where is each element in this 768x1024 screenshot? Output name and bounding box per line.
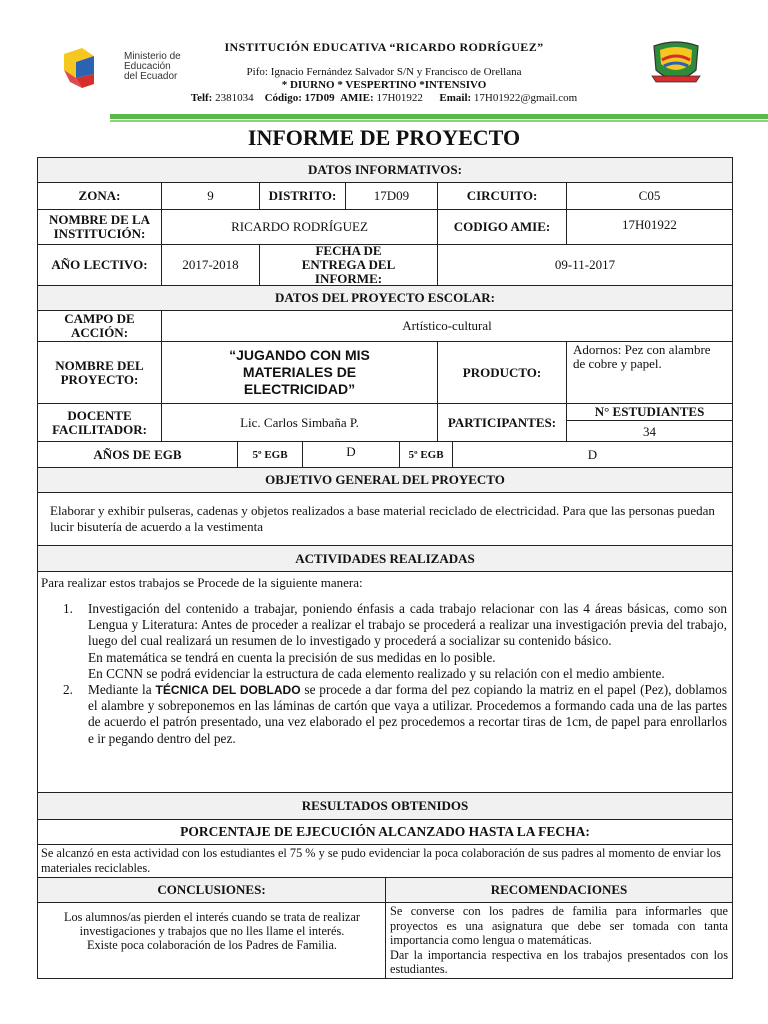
docente-label: DOCENTE FACILITADOR: [38,404,162,441]
report-table [37,157,733,979]
circuito-value: C05 [638,188,661,203]
row-campo-accion [38,311,732,342]
page-title: INFORME DE PROYECTO [247,125,521,150]
codigo-amie-value: 17H01922 [622,217,677,232]
row-zona [38,183,732,210]
egb2-value: 5º EGB [400,442,453,467]
row-institucion [38,210,732,245]
estudiantes-value: 34 [643,423,656,439]
fecha-entrega-value: 09-11-2017 [554,257,616,272]
institucion-label: NOMBRE DE LA INSTITUCIÓN: [38,210,162,244]
nombre-proyecto-value: “JUGANDO CON MIS MATERIALES DE ELECTRICIDAD” [162,342,438,403]
producto-value: Adornos: Pez con alambre de cobre y papel. [573,342,711,371]
header-divider [110,114,768,119]
zona-value: 9 [162,183,260,209]
section-actividades [38,546,732,572]
school-address: Pifo: Ignacio Fernández Salvador S/N y Francisco de Orellana [246,66,522,78]
list-item: 2. Mediante la TÉCNICA DEL DOBLADO se procede a dar forma del pez copiando la matriz en el papel (Pez), doblamos el alambre y sobreponemos en las láminas de cartón que vaya a utilizar. Procedemos a formando cada una de las partes de acuerdo el patrón presentado, una vez elaborado el pez procedemos a recortar tiras de 1cm, de papel para enrollarlos e ir pegando dentro del pez. [63,682,728,746]
header-divider-thin [110,120,768,122]
row-porcentaje-text [38,845,732,878]
school-schedule: * DIURNO * VESPERTINO *INTENSIVO [281,79,487,91]
participantes-cell [567,404,732,441]
section-datos-proyecto [38,286,732,311]
recomendaciones-heading: RECOMENDACIONES [386,878,732,902]
section-heading: DATOS INFORMATIVOS: [308,162,462,177]
row-conclusiones-text [38,903,732,979]
actividades-intro: Para realizar estos trabajos se Procede de la siguiente manera: [41,575,363,590]
paralelo1-value: D [303,442,400,467]
section-heading: OBJETIVO GENERAL DEL PROYECTO [265,472,505,487]
anio-lectivo-value: 2017-2018 [162,245,260,285]
campo-accion-value: Artístico-cultural [402,318,492,333]
objetivo-text: Elaborar y exhibir pulseras, cadenas y objetos realizados a base material reciclado de electricidad. Para que las personas puedan lucir bisutería de acuerdo a la vestimenta [50,503,715,534]
section-heading: ACTIVIDADES REALIZADAS [295,550,475,566]
zona-label: ZONA: [38,183,162,209]
codigo-amie-label: CODIGO AMIE: [438,210,567,244]
distrito-value: 17D09 [346,183,438,209]
nombre-proyecto-label: NOMBRE DEL PROYECTO: [38,342,162,403]
circuito-label: CIRCUITO: [438,183,567,209]
conclusiones-cell [38,903,386,979]
producto-label: PRODUCTO: [438,342,567,403]
section-objetivo [38,468,732,493]
campo-accion-label: CAMPO DE ACCIÓN: [38,311,162,341]
paralelo2-value: D [587,446,598,462]
row-egb [38,442,732,468]
row-nombre-proyecto [38,342,732,404]
recomendaciones-cell [386,903,732,979]
list-item: 1. Investigación del contenido a trabajar, poniendo énfasis a cada trabajo relacionar con las 4 áreas básicas, como son Lengua y Literatura: Antes de proceder a realizar el trabajo se procederá a realizar una investigación previa del trabajo, luego del cual realizará un resumen de lo investigado y procederá a socializar su contenido básico. En matemática se tendrá en cuenta la precisión de sus medidas en lo posible. En CCNN se podrá evidenciar la estructura de cada elemento realizado y su relación con el medio ambiente. [63,601,727,681]
section-heading: RESULTADOS OBTENIDOS [301,798,469,813]
recomendaciones-text: Se converse con los padres de familia para informarles que proyectos es una asignatura que debe ser tomada con tanta importancia como lengua o matemáticas. Dar la importancia respectiva en los trabajos presentados con los estudiantes. [390,904,728,976]
ministry-logo-text: Ministerio de Educación del Ecuador [124,51,181,82]
school-crest-icon [650,40,702,88]
egb-label: AÑOS DE EGB [38,442,238,467]
porcentaje-text: Se alcanzó en esta actividad con los estudiantes el 75 % y se pudo evidenciar la poca colaboración de sus padres al momento de enviar los materiales reciclables. [41,846,721,875]
egb1-value: 5º EGB [238,442,303,467]
conclusiones-heading: CONCLUSIONES: [38,878,386,902]
row-objetivo-text [38,493,732,546]
row-actividades-text [38,572,732,793]
distrito-label: DISTRITO: [260,183,346,209]
row-conclusiones-heading [38,878,732,903]
participantes-label: PARTICIPANTES: [438,404,567,441]
school-contact: Telf: 2381034 Código: 17D09 AMIE: 17H01922 Email: 17H01922@gmail.com [190,92,578,104]
section-datos-informativos [38,158,732,183]
estudiantes-label: N° ESTUDIANTES [567,404,732,421]
docente-value: Lic. Carlos Simbaña P. [162,404,438,441]
fecha-entrega-label: FECHA DE ENTREGA DEL INFORME: [260,245,438,285]
section-resultados [38,793,732,820]
section-heading: DATOS DEL PROYECTO ESCOLAR: [275,290,495,305]
conclusiones-text: Los alumnos/as pierden el interés cuando se trata de realizar investigaciones y trabajos que no lles llame el interés. Existe poca colaboración de los Padres de Familia. [63,910,361,952]
anio-lectivo-label: AÑO LECTIVO: [38,245,162,285]
row-porcentaje-heading [38,820,732,845]
institucion-value: RICARDO RODRÍGUEZ [162,210,438,244]
row-docente [38,404,732,442]
actividades-list [63,601,727,747]
school-name: INSTITUCIÓN EDUCATIVA “RICARDO RODRÍGUEZ” [224,40,544,54]
porcentaje-heading: PORCENTAJE DE EJECUCIÓN ALCANZADO HASTA LA FECHA: [180,824,590,839]
document-header [0,0,768,130]
row-anio-lectivo [38,245,732,286]
